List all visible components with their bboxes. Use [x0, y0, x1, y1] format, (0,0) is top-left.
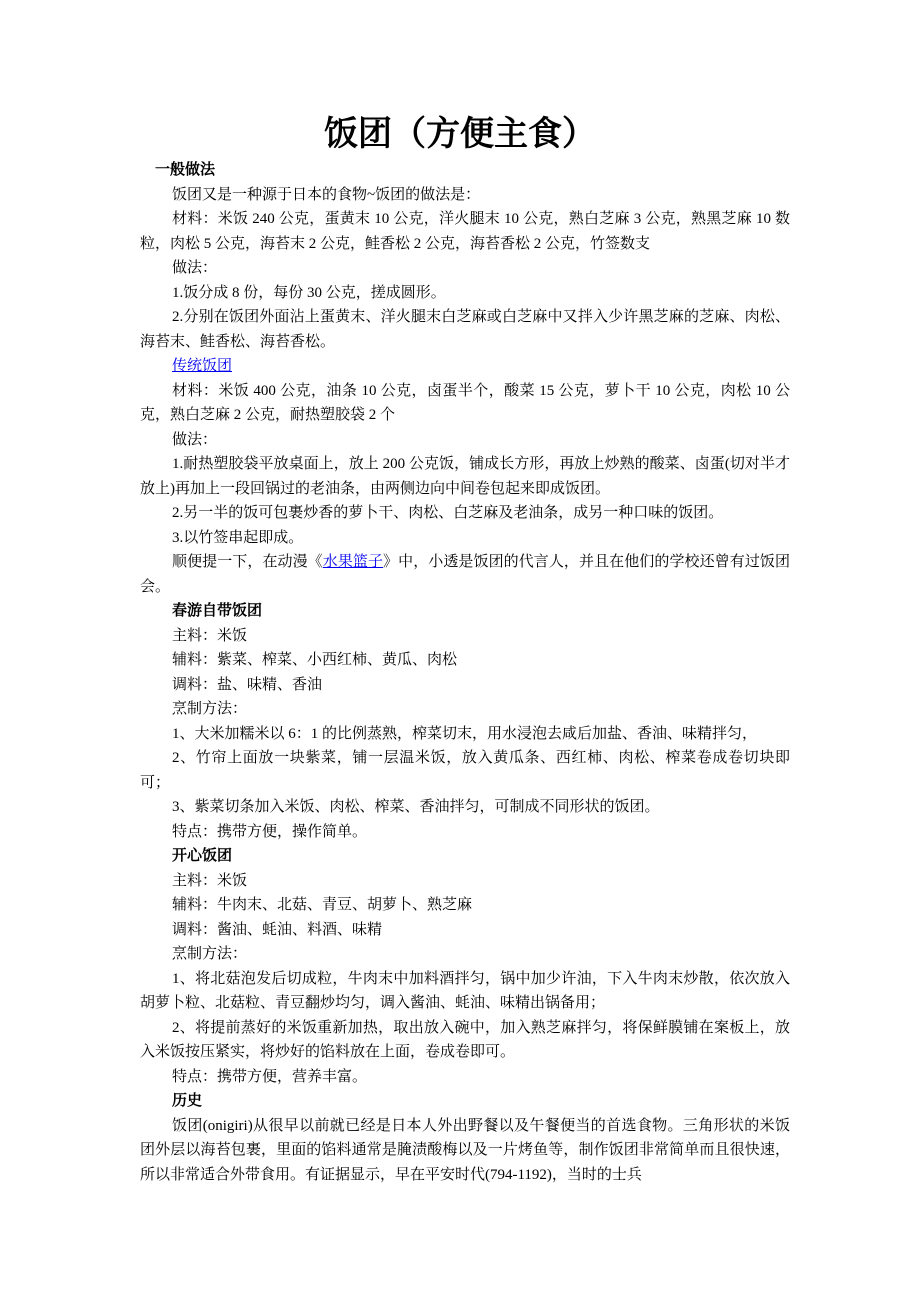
paragraph: 烹制方法： [172, 946, 248, 962]
paragraph: 烹制方法： [172, 701, 248, 717]
paragraph: 1、将北菇泡发后切成粒，牛肉末中加料酒拌匀，锅中加少许油，下入牛肉末炒散，依次放入胡萝卜粒、北菇粒、青豆翻炒均匀，调入酱油、蚝油、味精出锅备用； [140, 970, 790, 1011]
paragraph: 1、大米加糯米以 6：1 的比例蒸熟，榨菜切末，用水浸泡去咸后加盐、香油、味精拌匀， [172, 725, 758, 742]
paragraph: 饭团又是一种源于日本的食物~饭团的做法是： [172, 186, 481, 203]
paragraph: 1.饭分成 8 份，每份 30 公克，搓成圆形。 [172, 284, 446, 301]
paragraph: 2、将提前蒸好的米饭重新加热，取出放入碗中，加入熟芝麻拌匀，将保鲜膜铺在案板上，放入米饭按压紧实，将炒好的馅料放在上面，卷成卷即可。 [140, 1019, 790, 1060]
section-heading: 春游自带饭团 [172, 603, 263, 619]
section-link[interactable]: 传统饭团 [172, 358, 233, 374]
paragraph: 特点：携带方便，操作简单。 [172, 823, 368, 840]
paragraph: 饭团(onigiri)从很早以前就已经是日本人外出野餐以及午餐便当的首选食物。三角形状的米饭团外层以海苔包裹，里面的馅料通常是腌渍酸梅以及一片烤鱼等，制作饭团非常简单而且很快速，所以非常适合外带食用。有证据显示，早在平安时代(794-1192)，当时的士兵 [140, 1117, 790, 1183]
paragraph: 辅料：紫菜、榨菜、小西红柿、黄瓜、肉松 [172, 652, 458, 668]
section-heading: 一般做法 [155, 162, 216, 178]
paragraph: 辅料：牛肉末、北菇、青豆、胡萝卜、熟芝麻 [172, 897, 473, 913]
paragraph: 2.分别在饭团外面沾上蛋黄末、洋火腿末白芝麻或白芝麻中又拌入少许黑芝麻的芝麻、肉松、海苔末、鲑香松、海苔香松。 [140, 309, 790, 350]
section-heading: 开心饭团 [172, 848, 233, 864]
paragraph: 主料：米饭 [172, 627, 248, 644]
paragraph-text: 顺便提一下，在动漫《 [172, 554, 323, 570]
paragraph: 主料：米饭 [172, 872, 248, 889]
paragraph: 2、竹帘上面放一块紫菜，铺一层温米饭，放入黄瓜条、西红柿、肉松、榨菜卷成卷切块即可； [140, 750, 790, 791]
paragraph: 3、紫菜切条加入米饭、肉松、榨菜、香油拌匀，可制成不同形状的饭团。 [172, 799, 660, 815]
paragraph: 材料：米饭 400 公克，油条 10 公克，卤蛋半个，酸菜 15 公克，萝卜干 10 公克，肉松 10 公克，熟白芝麻 2 公克，耐热塑胶袋 2 个 [140, 382, 790, 423]
paragraph: 3.以竹签串起即成。 [172, 529, 304, 546]
section-heading: 历史 [172, 1093, 203, 1109]
paragraph: 调料：酱油、蚝油、料酒、味精 [172, 921, 383, 938]
document-body [140, 158, 790, 1187]
inline-link[interactable]: 水果篮子 [322, 554, 384, 570]
document-title: 饭团（方便主食） [324, 116, 596, 153]
paragraph [140, 550, 790, 599]
paragraph-text: 》中，小透是饭团的代言人，并且在他们的学校还曾有过饭团会。 [140, 554, 790, 595]
paragraph: 特点：携带方便，营养丰富。 [172, 1068, 368, 1085]
paragraph: 做法： [172, 431, 218, 448]
paragraph: 材料：米饭 240 公克，蛋黄末 10 公克，洋火腿末 10 公克，熟白芝麻 3 公克，熟黑芝麻 10 数粒，肉松 5 公克，海苔末 2 公克，鲑香松 2 公克，海苔香松 2 公克，竹签数支 [140, 211, 790, 252]
paragraph: 做法： [172, 260, 218, 276]
section-heading-link [140, 354, 790, 379]
paragraph: 2.另一半的饭可包裹炒香的萝卜干、肉松、白芝麻及老油条，成另一种口味的饭团。 [172, 505, 724, 521]
paragraph: 调料：盐、味精、香油 [172, 676, 323, 693]
paragraph: 1.耐热塑胶袋平放桌面上，放上 200 公克饭，铺成长方形，再放上炒熟的酸菜、卤蛋(切对半才放上)再加上一段回锅过的老油条，由两侧边向中间卷包起来即成饭团。 [140, 456, 790, 497]
